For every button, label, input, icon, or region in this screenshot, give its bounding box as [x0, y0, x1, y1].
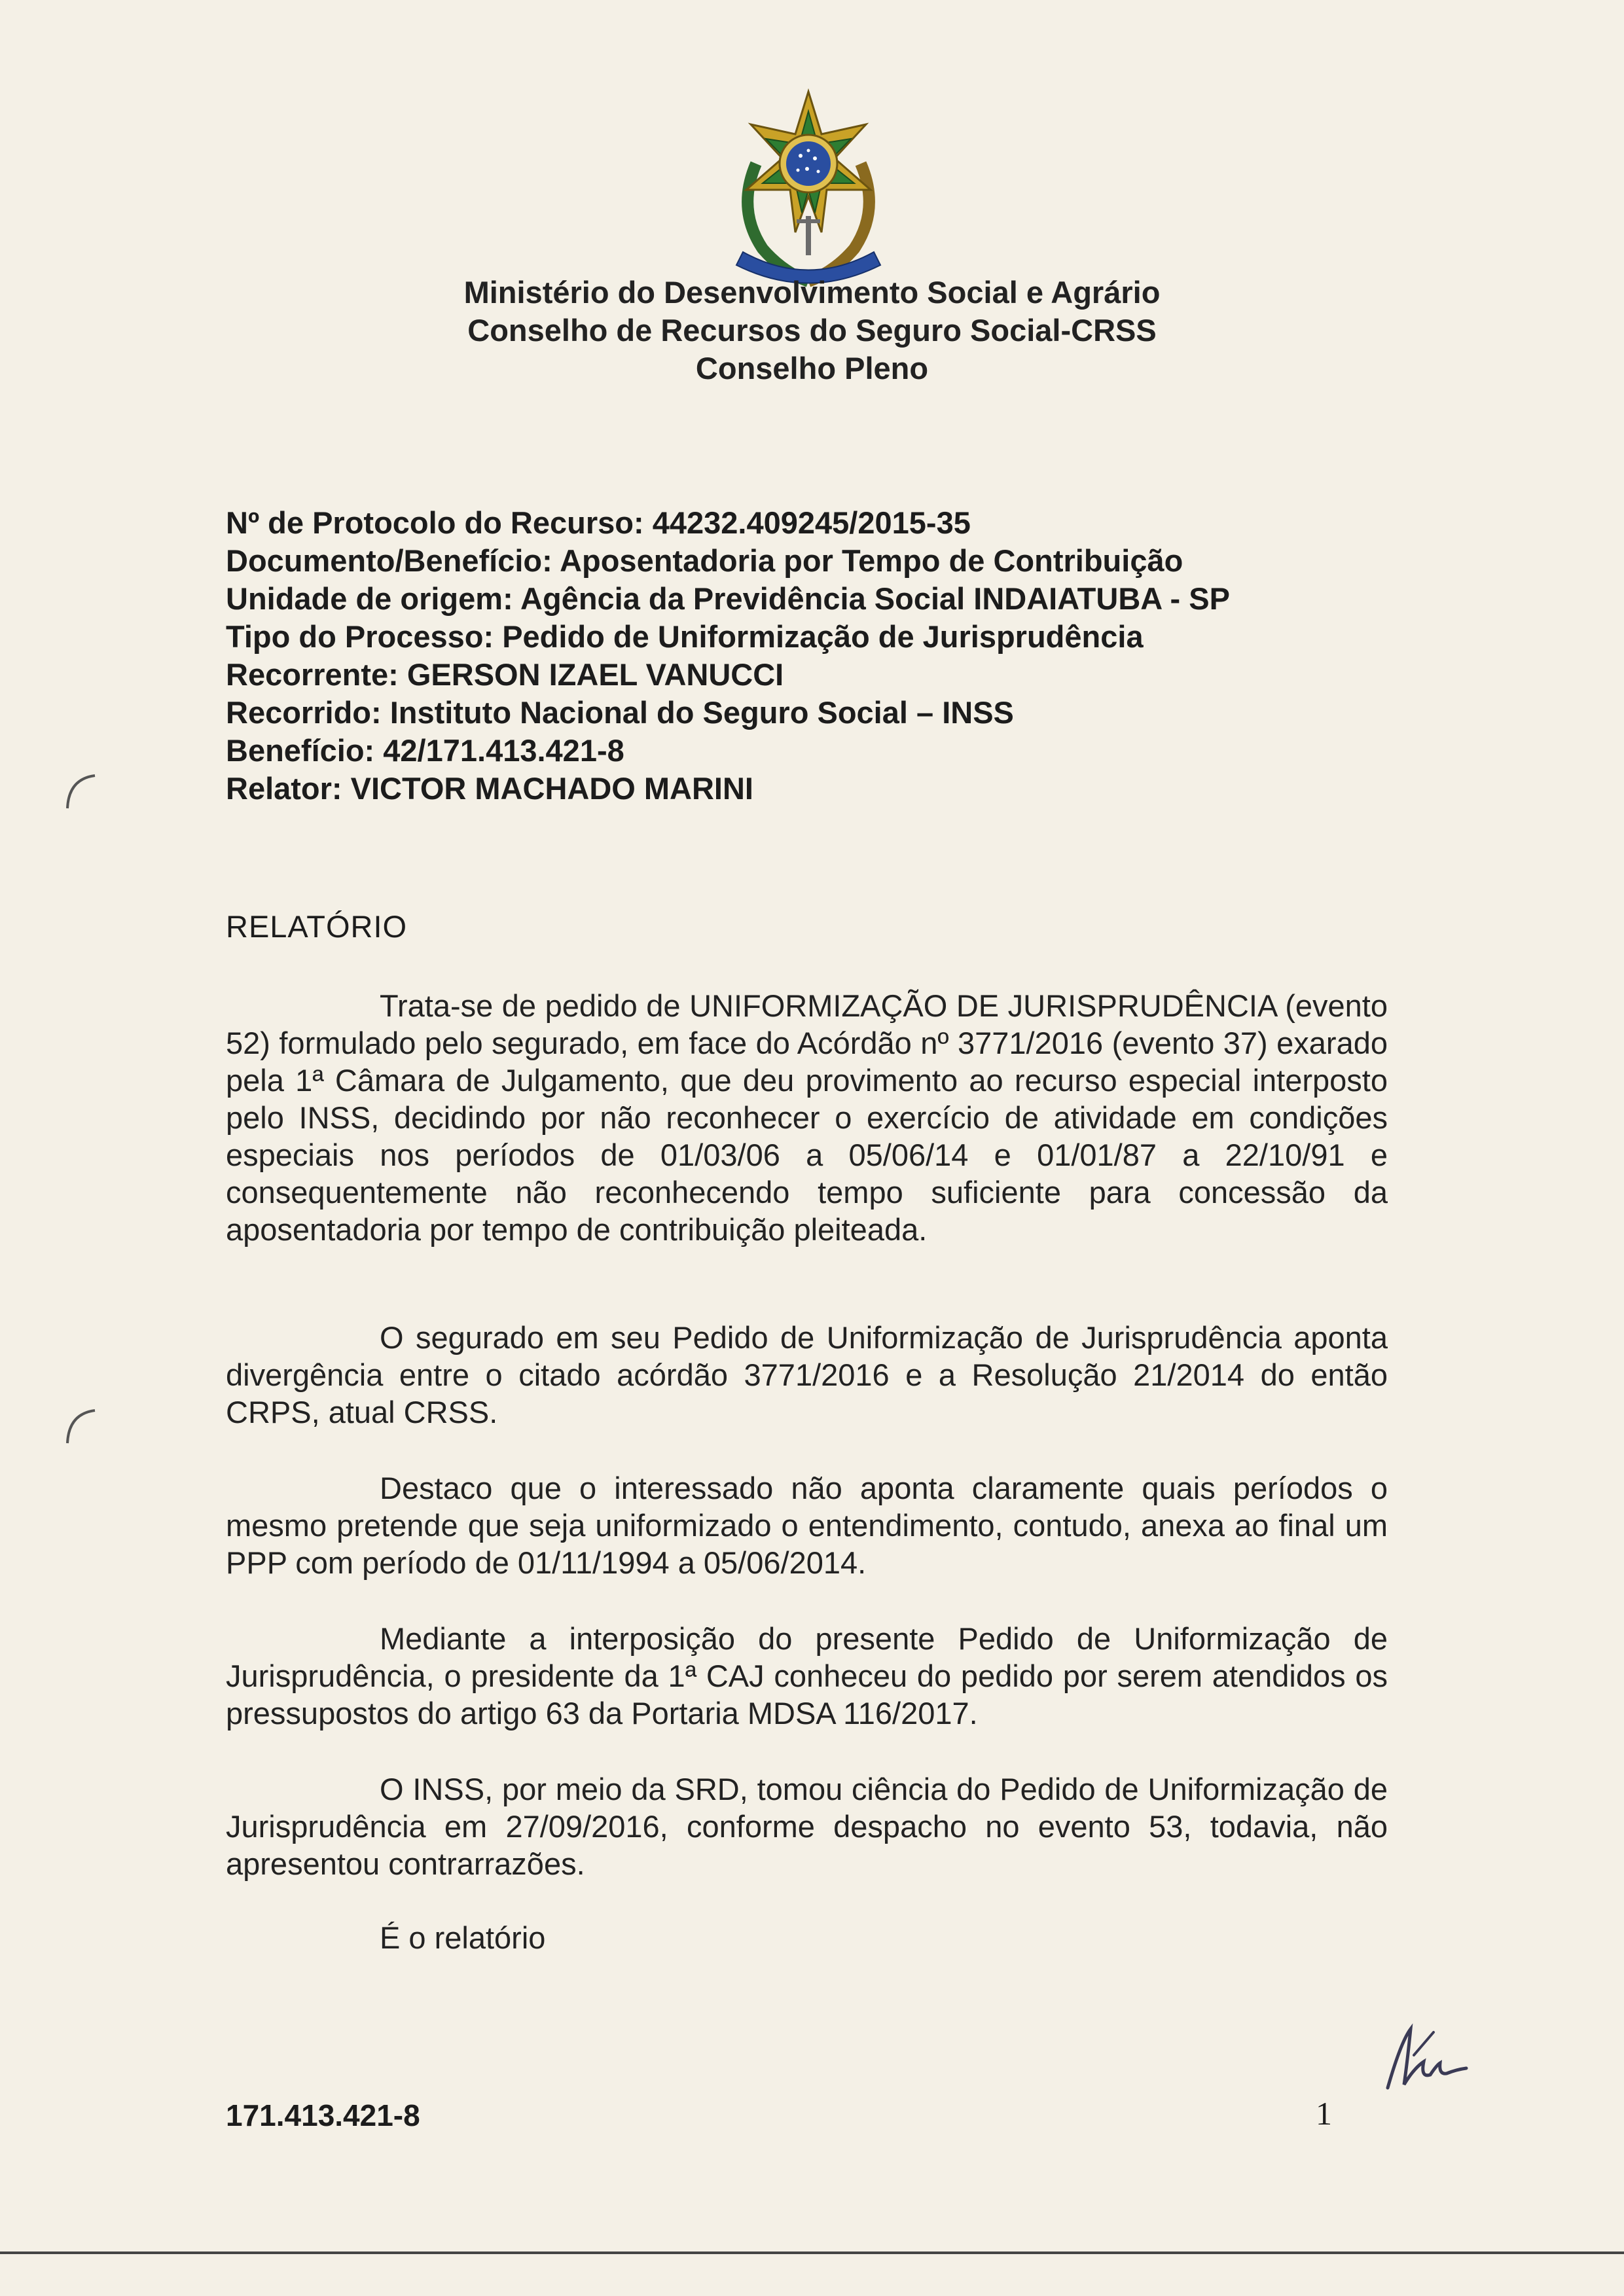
paragraph-5: O INSS, por meio da SRD, tomou ciência do Pedido de Uniformização de Jurisprudência em 27/09/2016, conforme despacho no evento 53, todavia, não apresentou contrarrazões. [226, 1772, 1388, 1881]
ministry-name: Ministério do Desenvolvimento Social e Agrário [463, 275, 1161, 310]
handwritten-initials-signature [1375, 2016, 1479, 2108]
benefit-number: Benefício: 42/171.413.421-8 [226, 733, 624, 768]
council-chamber: Conselho Pleno [695, 351, 929, 386]
case-metadata [226, 504, 1230, 808]
paragraph-3: Destaco que o interessado não aponta claramente quais períodos o mesmo pretende que seja uniformizado o entendimento, contudo, anexa ao final um PPP com período de 01/11/1994 a 05/06/2014. [226, 1471, 1388, 1580]
paragraph-4: Mediante a interposição do presente Pedido de Uniformização de Jurisprudência, o presidente da 1ª CAJ conheceu do pedido por serem atendidos os pressupostos do artigo 63 da Portaria MDSA 116/2017. [226, 1621, 1388, 1731]
appellant: Recorrente: GERSON IZAEL VANUCCI [226, 657, 784, 692]
coat-of-arms-emblem [717, 85, 900, 295]
protocol-number: Nº de Protocolo do Recurso: 44232.409245/2015-35 [226, 505, 971, 540]
page-bottom-rule [0, 2251, 1624, 2254]
paragraph-closing: É o relatório [380, 1920, 546, 1955]
document-header [0, 274, 1624, 387]
origin-unit: Unidade de origem: Agência da Previdência Social INDAIATUBA - SP [226, 581, 1230, 616]
paragraph-2: O segurado em seu Pedido de Uniformização de Jurisprudência aponta divergência entre o citado acórdão 3771/2016 e a Resolução 21/2014 do então CRPS, atual CRSS. [226, 1320, 1388, 1429]
council-name: Conselho de Recursos do Seguro Social-CRSS [467, 313, 1157, 348]
process-type: Tipo do Processo: Pedido de Uniformização de Jurisprudência [226, 619, 1144, 654]
appellee: Recorrido: Instituto Nacional do Seguro Social – INSS [226, 695, 1014, 730]
punch-hole-mark [62, 1407, 101, 1446]
section-title: RELATÓRIO [226, 909, 408, 944]
page-number: 1 [1316, 2095, 1332, 2132]
rapporteur: Relator: VICTOR MACHADO MARINI [226, 771, 753, 806]
paragraph-1: Trata-se de pedido de UNIFORMIZAÇÃO DE JURISPRUDÊNCIA (evento 52) formulado pelo segurado, em face do Acórdão nº 3771/2016 (evento 37) exarado pela 1ª Câmara de Julgamento, que deu provimento ao recurso especial interposto pelo INSS, decidindo por não reconhecer o exercício de atividade em condições especiais nos períodos de 01/03/06 a 05/06/14 e 01/01/87 a 22/10/91 e consequentemente não reconhecendo tempo suficiente para concessão da aposentadoria por tempo de contribuição pleiteada. [226, 988, 1388, 1247]
footer-process-number: 171.413.421-8 [226, 2098, 420, 2132]
document-benefit: Documento/Benefício: Aposentadoria por Tempo de Contribuição [226, 543, 1183, 578]
punch-hole-mark [62, 772, 101, 812]
